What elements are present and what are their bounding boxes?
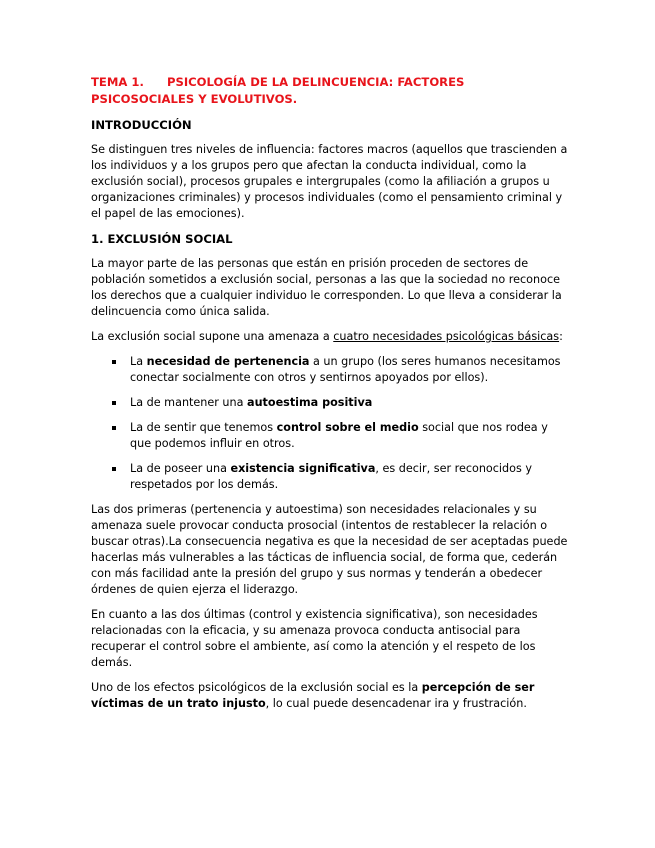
paragraph-text: Uno de los efectos psicológicos de la exclusión social es la	[91, 681, 422, 694]
section-1-paragraph-2	[91, 329, 569, 345]
title-line-1: PSICOLOGÍA DE LA DELINCUENCIA: FACTORES	[167, 75, 465, 89]
item-text: La de sentir que tenemos	[130, 421, 277, 434]
item-text: La de poseer una	[130, 462, 231, 475]
paragraph-text: :	[559, 330, 563, 343]
section-1-paragraph-4: En cuanto a las dos últimas (control y existencia significativa), son necesidades relacionadas con la eficacia, y su amenaza provoca conducta antisocial para recuperar el control sobre el ambiente, así como la atención y el respeto de los demás.	[91, 608, 538, 669]
item-bold-text: existencia significativa	[230, 462, 376, 475]
bullet-icon	[112, 360, 116, 364]
item-text: a un grupo (los seres humanos necesitamos conectar socialmente con otros y sentirnos apoyados por ellos).	[130, 355, 561, 384]
item-bold-text: control sobre el medio	[276, 421, 419, 434]
intro-heading: INTRODUCCIÓN	[91, 118, 192, 132]
underlined-phrase: cuatro necesidades psicológicas básicas	[333, 330, 560, 343]
needs-list	[91, 354, 569, 493]
bold-phrase: percepción de ser víctimas de un trato injusto	[91, 681, 535, 710]
title-number: TEMA 1.	[91, 75, 144, 89]
item-text: social que nos rodea y que podemos influir en otros.	[130, 421, 548, 450]
bullet-icon	[112, 467, 116, 471]
section-1-paragraph-1: La mayor parte de las personas que están en prisión proceden de sectores de población sometidos a exclusión social, personas a las que la sociedad no reconoce los derechos que a cualquier individuo le corresponden. Lo que lleva a considerar la delincuencia como única salida.	[91, 257, 562, 318]
list-item	[91, 395, 569, 411]
bullet-icon	[112, 401, 116, 405]
section-1-heading: 1. EXCLUSIÓN SOCIAL	[91, 232, 233, 246]
intro-paragraph: Se distinguen tres niveles de influencia: factores macros (aquellos que trascienden a los individuos y a los grupos pero que afectan la conducta individual, como la exclusión social), procesos grupales e intergrupales (como la afiliación a grupos u organizaciones criminales) y procesos individuales (como el pensamiento criminal y el papel de las emociones).	[91, 143, 568, 220]
list-item	[91, 420, 569, 452]
item-text: La de mantener una	[130, 396, 248, 409]
section-1-paragraph-5	[91, 680, 569, 712]
paragraph-text: , lo cual puede desencadenar ira y frustración.	[265, 697, 527, 710]
item-bold-text: autoestima positiva	[247, 396, 373, 409]
item-text: La	[130, 355, 147, 368]
item-bold-text: necesidad de pertenencia	[146, 355, 310, 368]
item-text: , es decir, ser reconocidos y respetados por los demás.	[130, 462, 532, 491]
list-item	[91, 354, 569, 386]
list-item	[91, 461, 569, 493]
document-title	[91, 74, 569, 108]
section-1-paragraph-3: Las dos primeras (pertenencia y autoestima) son necesidades relacionales y su amenaza suele provocar conducta prosocial (intentos de restablecer la relación o buscar otras).La consecuencia negativa es que la necesidad de ser aceptadas puede hacerlas más vulnerables a las tácticas de influencia social, de forma que, cederán con más facilidad ante la presión del grupo y sus normas y tenderán a obedecer órdenes de quien ejerza el liderazgo.	[91, 503, 568, 596]
title-line-2: PSICOSOCIALES Y EVOLUTIVOS.	[91, 92, 298, 106]
bullet-icon	[112, 426, 116, 430]
paragraph-text: La exclusión social supone una amenaza a	[91, 330, 334, 343]
